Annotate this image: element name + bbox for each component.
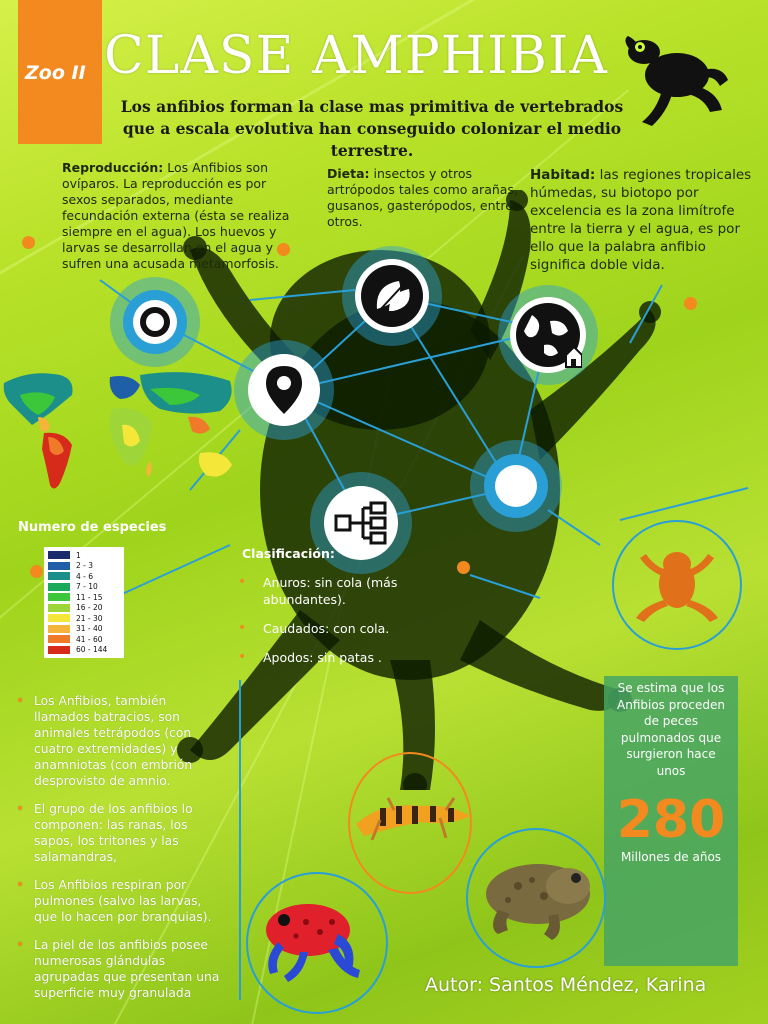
orange-frog-ring	[612, 520, 742, 650]
fact-item: • Los Anfibios respiran por pulmones (salvo las larvas, que lo hacen por branquias).	[12, 877, 222, 925]
globe-house-icon	[514, 301, 582, 369]
gecko-ring	[348, 752, 472, 894]
blank-node	[484, 454, 548, 518]
decor-dot	[22, 236, 35, 249]
legend-label: 7 - 10	[76, 582, 98, 592]
legend-row	[48, 582, 120, 593]
legend-label: 11 - 15	[76, 592, 103, 602]
legend-row	[48, 603, 120, 614]
legend-row	[48, 634, 120, 645]
legend-swatch	[48, 604, 70, 612]
decor-dot	[30, 565, 43, 578]
estimate-unit: Millones de años	[620, 850, 722, 864]
legend-swatch	[48, 572, 70, 580]
reproduction-label: Reproducción:	[62, 160, 164, 175]
legend-swatch	[48, 625, 70, 633]
diet-label: Dieta:	[327, 166, 370, 181]
legend-label: 31 - 40	[76, 624, 103, 634]
legend-label: 60 - 144	[76, 645, 108, 655]
legend-swatch	[48, 562, 70, 570]
diet-text	[327, 166, 522, 230]
legend-row	[48, 571, 120, 582]
legend-title: Numero de especies	[18, 520, 167, 535]
toad-ring	[466, 828, 606, 968]
estimate-number: 280	[616, 790, 726, 850]
hierarchy-icon	[333, 501, 389, 545]
frog-photo-icon	[614, 522, 740, 648]
classification-list	[232, 574, 422, 678]
location-pin-icon	[264, 364, 304, 416]
diet-body: insectos y otros artrópodos tales como arañas, gusanos, gasterópodos, entre otros.	[327, 166, 518, 229]
legend-row	[48, 592, 120, 603]
gecko-photo-icon	[350, 754, 474, 894]
legend-label: 1	[76, 550, 81, 560]
species-world-map	[0, 365, 240, 505]
eye-node	[123, 290, 187, 354]
fact-item: • La piel de los anfibios posee numerosas glándulas agrupadas que presentan una superficie muy granulada	[12, 937, 222, 1001]
reproduction-text	[62, 160, 292, 272]
legend-swatch	[48, 646, 70, 654]
legend-row	[48, 645, 120, 656]
page-title: CLASE AMPHIBIA	[104, 26, 608, 86]
zoo-label: Zoo II	[25, 62, 86, 84]
blank-circle-icon	[493, 463, 539, 509]
eye-icon	[131, 298, 179, 346]
fact-item: • El grupo de los anfibios lo componen: las ranas, los sapos, los tritones y las salamandras,	[12, 801, 222, 865]
habitat-body: las regiones tropicales húmedas, su biotopo por excelencia es la zona limítrofe entre la tierra y el agua, es por ello que la palabra anfibio significa doble vida.	[530, 167, 752, 273]
classification-item: • Anuros: sin cola (más abundantes).	[232, 574, 422, 608]
globe-node	[510, 297, 586, 373]
leaf-icon	[359, 263, 425, 329]
decor-dot	[684, 297, 697, 310]
legend-swatch	[48, 614, 70, 622]
habitat-label: Habitad:	[530, 167, 596, 183]
subtitle: Los anfibios forman la clase mas primitiva de vertebrados que a escala evolutiva han conseguido colonizar el medio terrestre.	[120, 97, 624, 160]
frog-logo-icon	[622, 30, 732, 130]
leaf-node	[355, 259, 429, 333]
legend-row	[48, 624, 120, 635]
fact-item: • Los Anfibios, también llamados batracios, son animales tetrápodos (con cuatro extremidades) y anamniotas (con embrión desprovisto de amnio.	[12, 693, 222, 789]
legend-label: 2 - 3	[76, 561, 94, 571]
hierarchy-node	[324, 486, 398, 560]
dart-frog-ring	[246, 872, 388, 1014]
reproduction-body: Los Anfibios son ovíparos. La reproducción es por sexos separados, mediante fecundación externa (ésta se realiza siempre en el agua). Los huevos y larvas se desarrollan en el agua y sufren una acusada metamorfosis.	[62, 160, 290, 271]
legend-row	[48, 550, 120, 561]
decor-dot	[457, 561, 470, 574]
legend-label: 4 - 6	[76, 571, 94, 581]
legend-row	[48, 561, 120, 572]
toad-photo-icon	[468, 830, 604, 966]
classification-item: • Caudados: con cola.	[232, 620, 422, 637]
dart-frog-photo-icon	[248, 874, 386, 1012]
legend-label: 41 - 60	[76, 634, 103, 644]
classification-title: Clasificación:	[242, 546, 335, 561]
species-legend	[44, 547, 124, 658]
facts-list	[12, 693, 222, 1013]
legend-label: 16 - 20	[76, 603, 103, 613]
estimate-text: Se estima que los Anfibios proceden de peces pulmonados que surgieron hace unos	[617, 681, 725, 778]
legend-swatch	[48, 593, 70, 601]
legend-row	[48, 613, 120, 624]
legend-swatch	[48, 635, 70, 643]
habitat-text	[530, 166, 752, 274]
author-credit: Autor: Santos Méndez, Karina	[425, 974, 707, 996]
legend-swatch	[48, 551, 70, 559]
location-node	[248, 354, 320, 426]
legend-label: 21 - 30	[76, 613, 103, 623]
decor-dot	[277, 243, 290, 256]
classification-item: • Apodos: sin patas .	[232, 649, 422, 666]
legend-swatch	[48, 583, 70, 591]
